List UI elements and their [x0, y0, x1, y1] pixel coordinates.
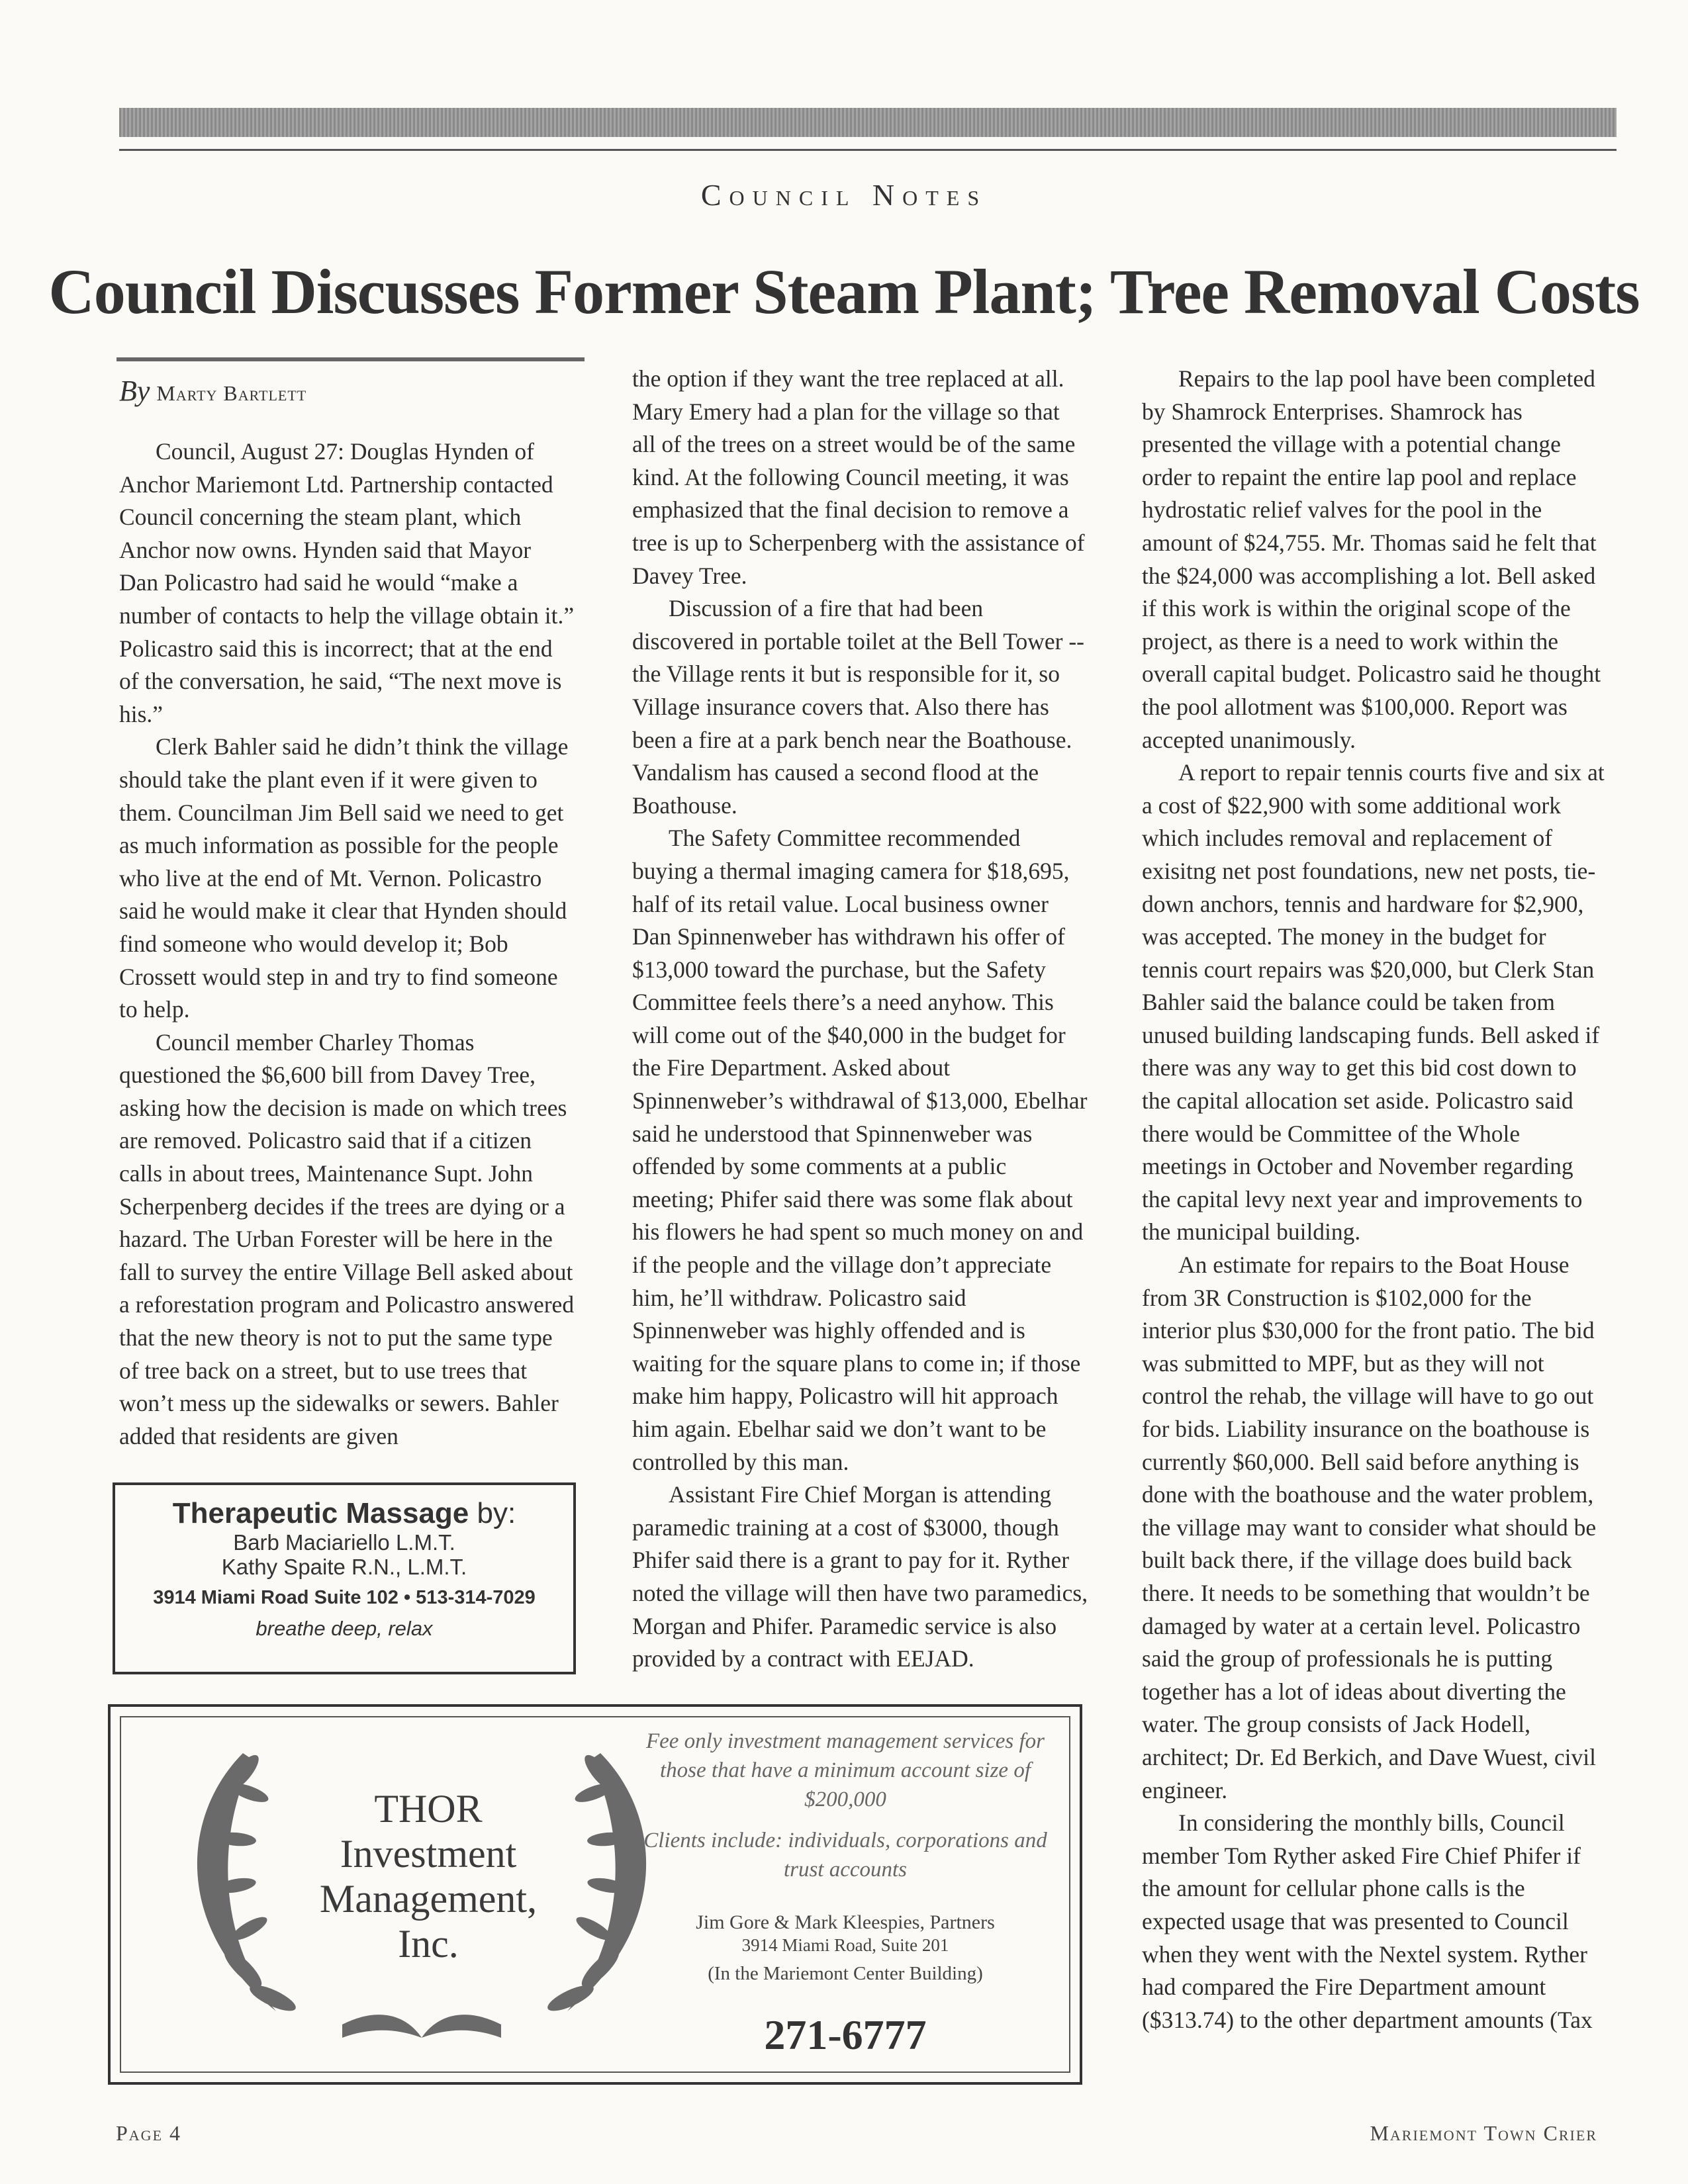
- massage-ad-practitioner: Kathy Spaite R.N., L.M.T.: [221, 1555, 467, 1579]
- paragraph: Assistant Fire Chief Morgan is attending paramedic training at a cost of $3000, though Phifer said there is a grant to pay for it. Ryther noted the village will then have two paramedics, Morgan and Phifer. Paramedic service is also provided by a contract with EEJAD.: [632, 1481, 1088, 1672]
- paragraph: Clerk Bahler said he didn’t think the village should take the plant even if it were given to them. Councilman Jim Bell said we need to get as much information as possible for the people who live at the end of Mt. Vernon. Policastro said he would make it clear that Hynden should find someone who would develop it; Bob Crossett would step in and try to find someone to help.: [119, 733, 569, 1023]
- byline-author: Marty Bartlett: [156, 381, 307, 405]
- thor-ad: [108, 1704, 1082, 2085]
- massage-ad-tagline: breathe deep, relax: [256, 1617, 433, 1640]
- paragraph: A report to repair tennis courts five and six at a cost of $22,900 with some additional work which includes removal and replacement of exisitng net post foundations, new net posts, tie-down anchors, tennis and hardware for $2,900, was accepted. The money in the budget for tennis court repairs was $20,000, but Clerk Stan Bahler said the balance could be taken from unused building landscaping funds. Bell asked if there was any way to get this bid cost down to the capital allocation set aside. Policastro said there would be Committee of the Whole meetings in October and November regarding the capital levy next year and improvements to the municipal building.: [1142, 759, 1605, 1246]
- thor-partners: Jim Gore & Mark Kleespies, Partners: [696, 1911, 995, 1933]
- paragraph: The Safety Committee recommended buying a thermal imaging camera for $18,695, half of its retail value. Local business owner Dan Spinnenweber has withdrawn his offer of $13,000 toward the purchase, but the Safety Committee feels there’s a need anyhow. This will come out of the $40,000 in the budget for the Fire Department. Asked about Spinnenweber’s withdrawal of $13,000, Ebelhar said he understood that Spinnenweber was offended by some comments at a public meeting; Phifer said there was some flak about his flowers he had spent so much money on and if the people and the village don’t appreciate him, he’ll withdraw. Policastro said Spinnenweber was highly offended and is waiting for the square plans to come in; if those make him happy, Policastro will hit approach him again. Ebelhar said we don’t want to be controlled by this man.: [632, 825, 1088, 1475]
- byline-by: By: [119, 375, 150, 407]
- massage-ad: [113, 1482, 576, 1674]
- thor-company-name: THOR Investment Management, Inc.: [319, 1787, 538, 1966]
- paragraph: Council, August 27: Douglas Hynden of Anchor Mariemont Ltd. Partnership contacted Council concerning the steam plant, which Anchor now owns. Hynden said that Mayor Dan Policastro had said he would “make a number of contacts to help the village obtain it.” Policastro said this is incorrect; that at the end of the conversation, he said, “The next move is his.”: [119, 438, 575, 727]
- thor-clients: Clients include: individuals, corporations and trust accounts: [643, 1829, 1047, 1882]
- thor-address: 3914 Miami Road, Suite 201: [741, 1935, 949, 1955]
- paragraph: An estimate for repairs to the Boat House from 3R Construction is $102,000 for the interior plus $30,000 for the front patio. The bid was submitted to MPF, but as they will not control the rehab, the village will have to go out for bids. Liability insurance on the boathouse is currently $60,000. Bell said before anything is done with the boathouse and the water problem, the village may want to consider what should be built back there, if the village does build back there. It needs to be something that wouldn’t be damaged by water at a certain level. Policastro said the group of professionals he is putting together has a lot of ideas about diverting the water. The group consists of Jack Hodell, architect; Dr. Ed Berkich, and Dave Wuest, civil engineer.: [1142, 1251, 1597, 1803]
- byline-rule: [117, 357, 585, 361]
- byline: [119, 374, 306, 408]
- headline: Council Discusses Former Steam Plant; Tree Removal Costs: [48, 256, 1640, 327]
- section-title: Council Notes: [700, 178, 988, 212]
- thor-ad-details: [640, 1727, 1051, 2060]
- article-column-3: [1142, 363, 1605, 2036]
- article-column-2: [632, 363, 1089, 1676]
- paragraph: Council member Charley Thomas questioned the $6,600 bill from Davey Tree, asking how the decision is made on which trees are removed. Policastro said that if a citizen calls in about trees, Maintenance Supt. John Scherpenberg decides if the trees are dying or a hazard. The Urban Forester will be here in the fall to survey the entire Village Bell asked about a reforestation program and Policastro answered that the new theory is not to put the same type of tree back on a street, but to use trees that won’t mess up the sidewalks or sewers. Bahler added that residents are given: [119, 1028, 575, 1449]
- thor-phone: 271-6777: [764, 2011, 927, 2058]
- header-bar: [119, 108, 1617, 137]
- massage-ad-practitioner: Barb Maciariello L.M.T.: [233, 1530, 455, 1555]
- thor-building: (In the Mariemont Center Building): [708, 1963, 983, 1984]
- article-column-1: [119, 435, 576, 1453]
- paragraph: the option if they want the tree replaced at all. Mary Emery had a plan for the village so that all of the trees on a street would be of the same kind. At the following Council meeting, it was emphasized that the final decision to remove a tree is up to Scherpenberg with the assistance of Davey Tree.: [632, 365, 1085, 589]
- header-rule: [119, 149, 1617, 151]
- paragraph: Discussion of a fire that had been discovered in portable toilet at the Bell Tower -- the Village rents it but is responsible for it, so Village insurance covers that. Also there has been a fire at a park bench near the Boathouse. Vandalism has caused a second flood at the Boathouse.: [632, 595, 1084, 819]
- paragraph: In considering the monthly bills, Council member Tom Ryther asked Fire Chief Phifer if the amount for cellular phone calls is the expected usage that was presented to Council when they went with the Nextel system. Ryther had compared the Fire Department amount ($313.74) to the other department amounts (Tax: [1142, 1809, 1593, 2033]
- massage-ad-address: 3914 Miami Road Suite 102 • 513-314-7029: [153, 1587, 536, 1608]
- massage-ad-title: Therapeutic Massage by:: [172, 1497, 516, 1529]
- page-number: Page 4: [116, 2121, 182, 2145]
- publication-name: Mariemont Town Crier: [1370, 2121, 1597, 2145]
- paragraph: Repairs to the lap pool have been completed by Shamrock Enterprises. Shamrock has presented the village with a potential change order to repaint the entire lap pool and replace hydrostatic relief valves for the pool in the amount of $24,755. Mr. Thomas said he felt that the $24,000 was accomplishing a lot. Bell asked if this work is within the original scope of the project, as there is a need to work within the overall capital budget. Policastro said he thought the pool allotment was $100,000. Report was accepted unanimously.: [1142, 365, 1601, 753]
- thor-services: Fee only investment management services for those that have a minimum account size of $200,000: [645, 1729, 1045, 1811]
